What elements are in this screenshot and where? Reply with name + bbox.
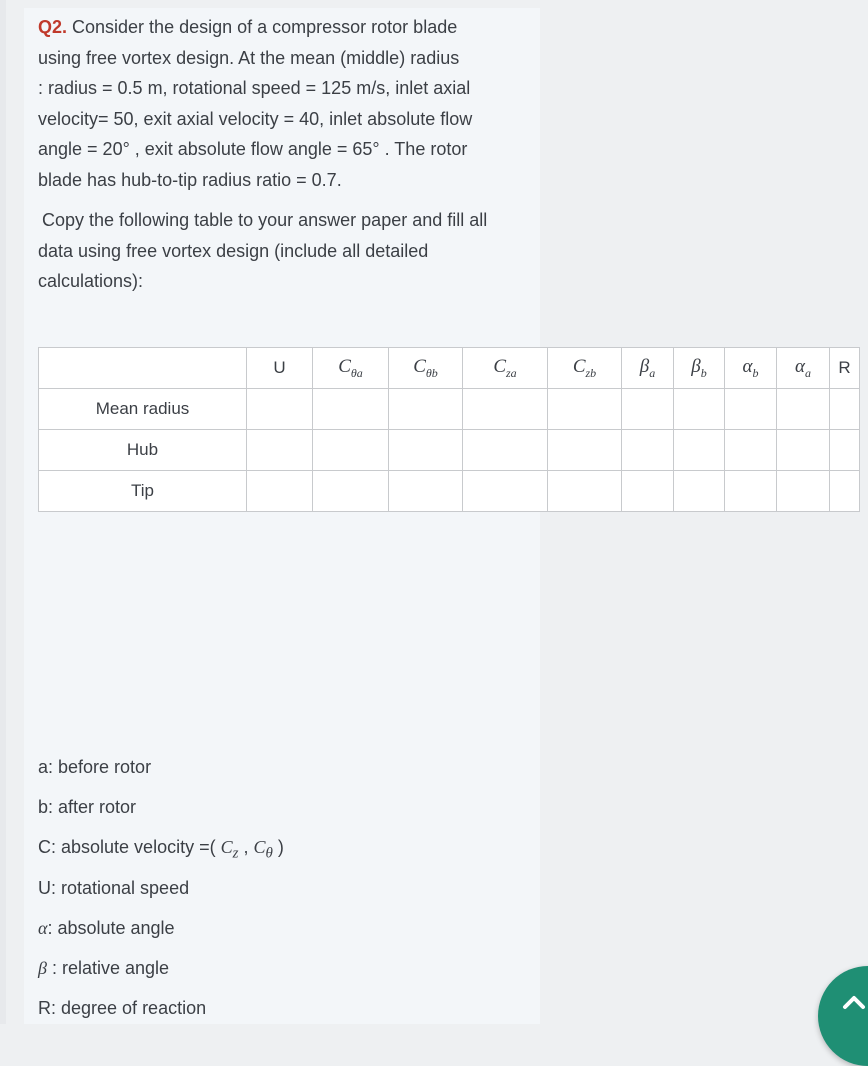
table-row <box>39 430 860 471</box>
left-edge <box>0 0 6 1024</box>
question-text <box>38 12 528 195</box>
instructions <box>38 205 528 297</box>
table-cell <box>622 471 674 512</box>
legend-item-a: a: before rotor <box>38 757 152 777</box>
table-cell <box>830 389 860 430</box>
col-header-c-theta-a: $C_{\theta a}$ <box>313 348 389 389</box>
table-cell <box>247 430 313 471</box>
table-cell <box>725 471 777 512</box>
instruction-line: Copy the following table to your answer paper and fill all <box>42 210 488 230</box>
table-cell <box>674 389 725 430</box>
table-row <box>39 471 860 512</box>
table-cell <box>247 471 313 512</box>
row-label-mean-radius: Mean radius <box>39 389 247 430</box>
table-cell <box>389 471 463 512</box>
col-header-c-za: $C_{za}$ <box>463 348 548 389</box>
question-line: blade has hub-to-tip radius ratio = 0.7. <box>38 169 342 190</box>
legend-item-c: C: absolute velocity =( $C_z$ , $C_\theta$ ) <box>38 837 284 862</box>
table-cell <box>830 430 860 471</box>
legend-item-r: R: degree of reaction <box>38 998 207 1019</box>
table-cell <box>725 389 777 430</box>
col-header-c-theta-b: $C_{\theta b}$ <box>389 348 463 389</box>
instruction-line: calculations): <box>38 271 144 291</box>
instruction-line: data using free vortex design (include all detailed <box>38 240 429 261</box>
col-header-r: R <box>830 348 860 389</box>
right-gutter <box>571 0 868 1024</box>
table-cell <box>622 389 674 430</box>
row-label-tip: Tip <box>39 471 247 512</box>
table-cell <box>725 430 777 471</box>
col-header-alpha-b: $\alpha_b$ <box>725 348 777 389</box>
table-cell <box>548 430 622 471</box>
legend-item-b: b: after rotor <box>38 797 137 818</box>
legend-item-u: U: rotational speed <box>38 877 190 898</box>
question-number: Q2. <box>38 17 68 37</box>
table-row <box>39 389 860 430</box>
question-line: using free vortex design. At the mean (middle) radius <box>38 47 460 68</box>
table-cell <box>674 471 725 512</box>
table-cell <box>674 430 725 471</box>
answer-table <box>38 347 860 512</box>
chevron-up-icon <box>842 992 866 1010</box>
table-cell <box>313 430 389 471</box>
table-cell <box>548 389 622 430</box>
corner-cell <box>39 348 247 389</box>
legend <box>38 752 518 1033</box>
row-label-hub: Hub <box>39 430 247 471</box>
col-header-beta-a: $\beta_a$ <box>622 348 674 389</box>
table-cell <box>777 389 830 430</box>
table-cell <box>389 389 463 430</box>
question-line: angle = 20° , exit absolute flow angle = 65° . The rotor <box>38 139 468 159</box>
legend-item-alpha: α: absolute angle <box>38 917 175 938</box>
table-cell <box>313 471 389 512</box>
table-cell <box>247 389 313 430</box>
table-cell <box>548 471 622 512</box>
col-header-alpha-a: $\alpha_a$ <box>777 348 830 389</box>
table-cell <box>830 471 860 512</box>
table-cell <box>463 471 548 512</box>
col-header-c-zb: $C_{zb}$ <box>548 348 622 389</box>
table-cell <box>777 430 830 471</box>
table-cell <box>463 430 548 471</box>
table-cell <box>389 430 463 471</box>
table-cell <box>313 389 389 430</box>
table-cell <box>622 430 674 471</box>
table-cell <box>463 389 548 430</box>
header-row <box>39 348 860 389</box>
question-line: : radius = 0.5 m, rotational speed = 125 m/s, inlet axial <box>38 78 471 98</box>
question-line: velocity= 50, exit axial velocity = 40, inlet absolute flow <box>38 108 473 129</box>
col-header-beta-b: $\beta_b$ <box>674 348 725 389</box>
question-line: Consider the design of a compressor rotor blade <box>67 17 458 37</box>
col-header-u: U <box>247 348 313 389</box>
table-cell <box>777 471 830 512</box>
legend-item-beta: β : relative angle <box>38 957 170 978</box>
